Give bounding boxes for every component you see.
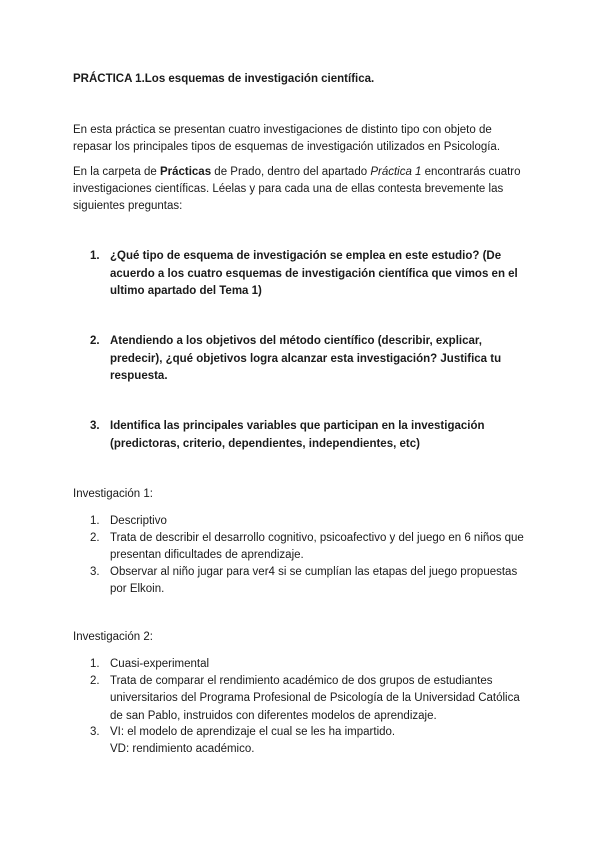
answer-text: Trata de comparar el rendimiento académico de dos grupos de estudiantes universitarios del Programa Profesional de Psicología de la Universidad Católica de san Pablo, instruidos con diferentes modelos de aprendizaje.	[110, 675, 520, 722]
intro-paragraph: En esta práctica se presentan cuatro investigaciones de distinto tipo con objeto de repasar los principales tipos de esquemas de investigación utilizados en Psicología.	[73, 124, 501, 153]
answer-number: 1.	[90, 658, 100, 670]
answer-number: 2.	[90, 532, 100, 544]
instructions-paragraph	[73, 164, 533, 215]
answer-line: VD: rendimiento académico.	[110, 743, 255, 756]
question-text: Identifica las principales variables que participan en la investigación (predictoras, criterio, dependientes, independientes, etc)	[110, 420, 485, 450]
question-text: Atendiendo a los objetivos del método científico (describir, explicar, predecir), ¿qué objetivos logra alcanzar esta investigación? Justifica tu respuesta.	[110, 335, 502, 382]
answer-text: Cuasi-experimental	[110, 658, 210, 670]
question-number: 2.	[90, 335, 100, 347]
question-number: 3.	[90, 420, 100, 432]
answer-number: 2.	[90, 675, 100, 687]
instructions-bold: Prácticas	[159, 166, 212, 178]
instructions-text-1: En la carpeta de	[73, 166, 160, 178]
instructions-text-2: de Prado, dentro del apartado	[211, 166, 371, 178]
answer-number: 3.	[90, 566, 100, 578]
question-text: ¿Qué tipo de esquema de investigación se emplea en este estudio? (De acuerdo a los cuatro esquemas de investigación científica que vimos en el ultimo apartado del Tema 1)	[110, 250, 518, 297]
document-title: PRÁCTICA 1.Los esquemas de investigación científica.	[73, 73, 375, 85]
investigation-heading: Investigación 1:	[73, 488, 153, 500]
answer-text	[110, 724, 530, 759]
answer-number: 3.	[90, 726, 100, 738]
answer-text: Descriptivo	[110, 515, 167, 527]
answer-text: Trata de describir el desarrollo cognitivo, psicoafectivo y del juego en 6 niños que presentan dificultades de aprendizaje.	[110, 532, 524, 562]
instructions-italic: Práctica 1	[370, 166, 422, 178]
answer-text: Observar al niño jugar para ver4 si se cumplían las etapas del juego propuestas por Elkoin.	[110, 566, 518, 596]
answer-number: 1.	[90, 515, 100, 527]
answer-line: VI: el modelo de aprendizaje el cual se les ha impartido.	[110, 726, 396, 738]
investigation-heading: Investigación 2:	[73, 631, 153, 643]
question-number: 1.	[90, 250, 100, 262]
instructions-text-3: encontrarás cuatro investigaciones científicas. Léelas y para cada una de ellas contesta brevemente las siguientes preguntas:	[73, 166, 521, 212]
